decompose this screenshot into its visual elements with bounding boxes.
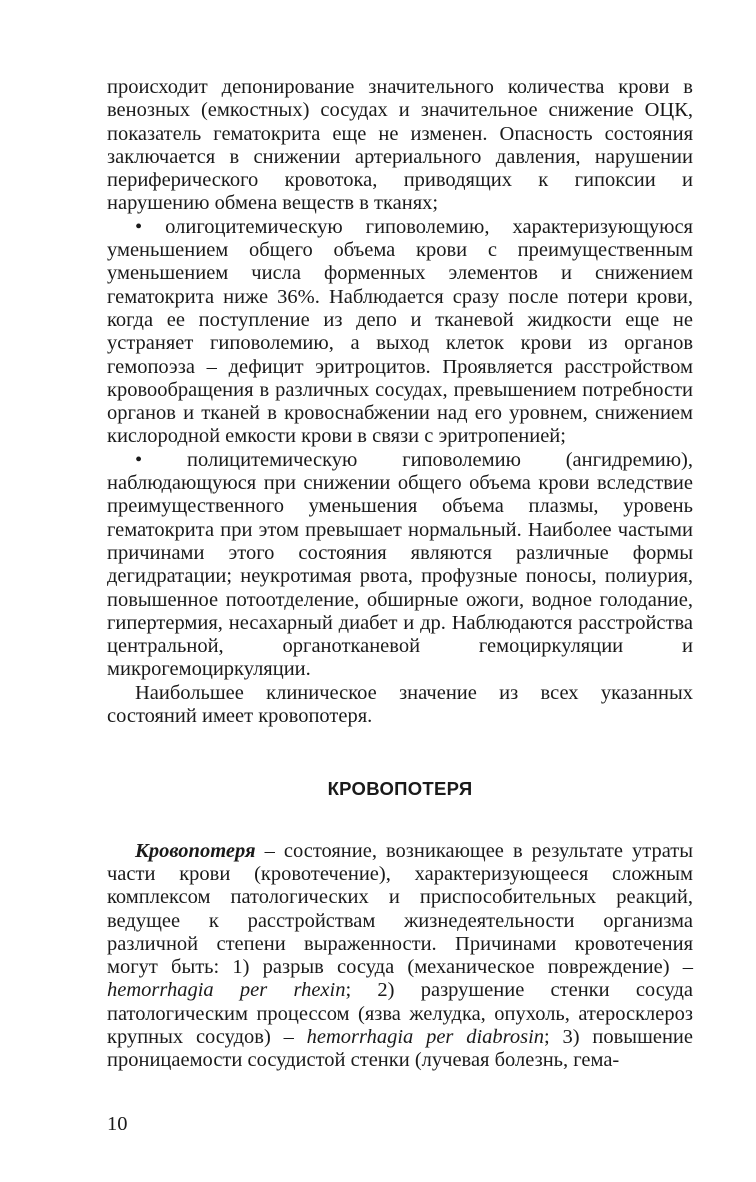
paragraph-continuation: происходит депонирование значительного количества крови в венозных (емкостных) сосудах и значительное снижение ОЦК, показатель гематокрита еще не изменен. Опасность состояния заключается в снижении артериального давления, нарушении периферического кровотока, приводящих к гипоксии и нарушению обмена веществ в тканях;: [107, 76, 693, 215]
bullet-polycythemic: • полицитемическую гиповолемию (ангидремию), наблюдающуюся при снижении общего объема крови вследствие преимущественного уменьшения объема плазмы, уровень гематокрита при этом превышает нормальный. Наиболее частыми причинами этого состояния являются различные формы дегидратации; неукротимая рвота, профузные поносы, полиурия, повышенное потоотделение, обширные ожоги, водное голодание, гипертермия, несахарный диабет и др. Наблюдаются расстройства центральной, органотканевой гемоциркуляции и микрогемоциркуляции.: [107, 448, 693, 681]
latin-term-diabrosin: hemorrhagia per diabrosin: [306, 1025, 545, 1048]
definition-term: Кровопотеря: [135, 839, 256, 862]
bullet-oligocythemic: • олигоцитемическую гиповолемию, характеризующуюся уменьшением общего объема крови с преимущественным уменьшением числа форменных элементов и снижением гематокрита ниже 36%. Наблюдается сразу после потери крови, когда ее поступление из депо и тканевой жидкости еще не устраняет гиповолемию, а выход клеток крови из органов гемопоэза – дефицит эритроцитов. Проявляется расстройством кровообращения в различных сосудах, превышением потребности органов и тканей в кровоснабжении над его уровнем, снижением кислородной емкости крови в связи с эритропенией;: [107, 215, 693, 448]
definition-text-a: – состояние, возникающее в результате утраты части крови (кровотечение), характеризующееся сложным комплексом патологических и приспособительных реакций, ведущее к расстройствам жизнедеятельности организма различной степени выраженности. Причинами кровотечения могут быть: 1) разрыв сосуда (механическое повреждение) –: [107, 839, 693, 979]
definition-text-b: ; 2) разрушение стенки сосуда патологическим процессом (язва желудка, опухоль, атеросклероз крупных сосудов) –: [107, 979, 694, 1048]
definition-paragraph: [107, 840, 693, 1073]
latin-term-rhexin: hemorrhagia per rhexin: [107, 979, 346, 1002]
page-number: 10: [107, 1113, 128, 1135]
page-body: [107, 76, 693, 1073]
paragraph-summary: Наибольшее клиническое значение из всех указанных состояний имеет кровопотеря.: [107, 681, 693, 728]
section-heading: КРОВОПОТЕРЯ: [327, 778, 473, 800]
definition-text-c: ; 3) повышение проницаемости сосудистой стенки (лучевая болезнь, гема-: [107, 1025, 693, 1072]
